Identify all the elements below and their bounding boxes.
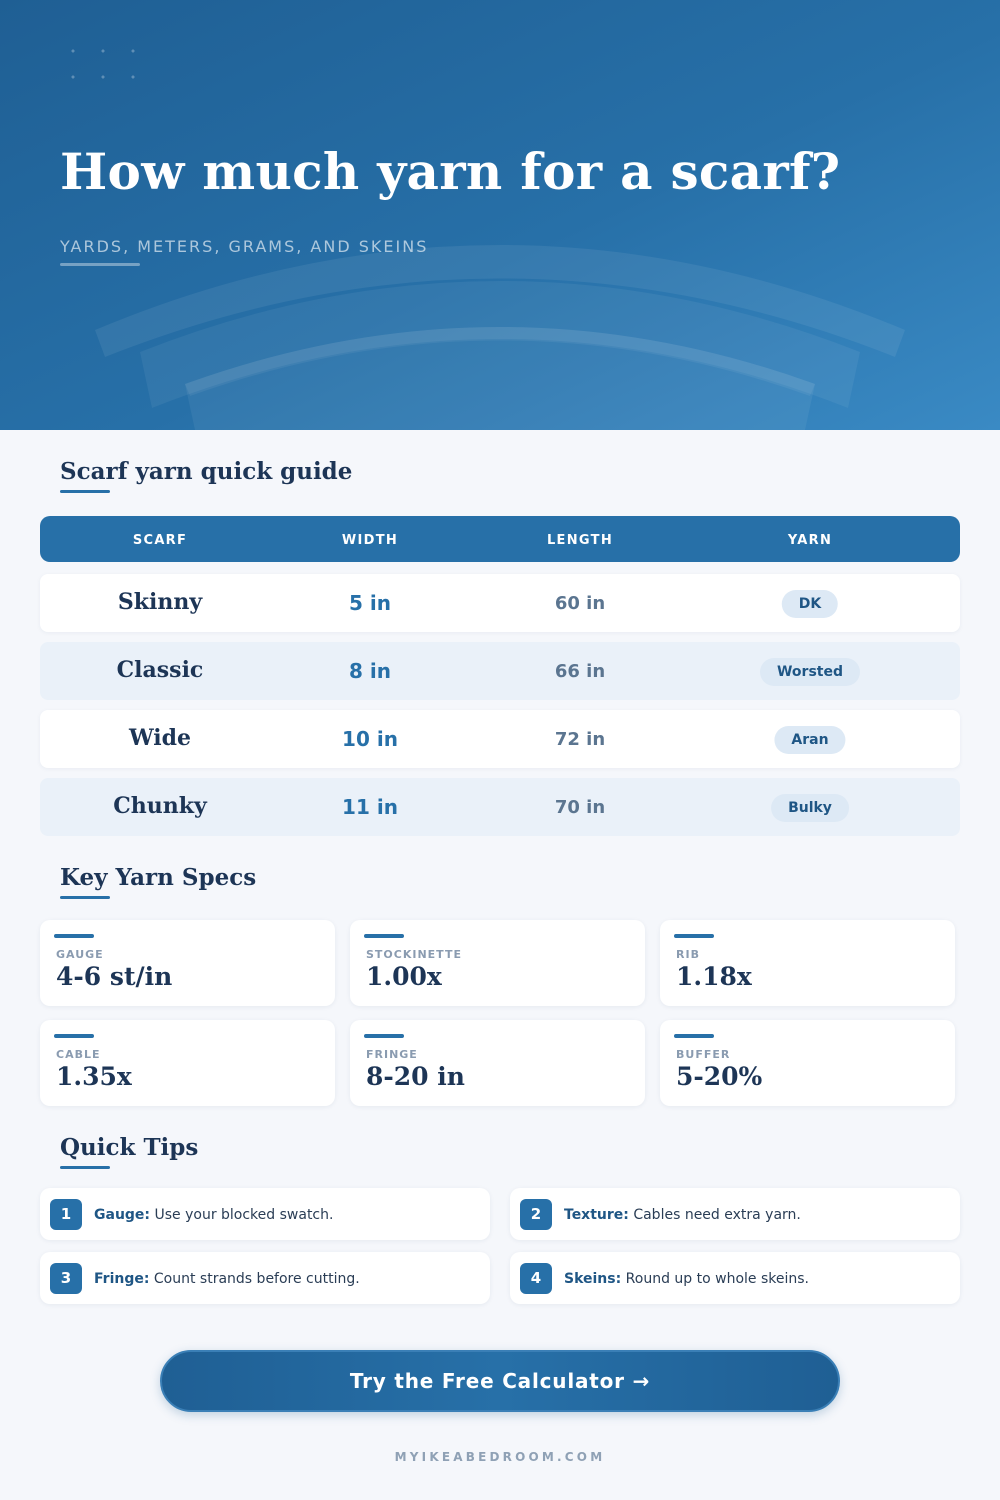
spec-value: 1.35x (56, 1062, 132, 1091)
tip-text (94, 1271, 360, 1287)
spec-card-fringe (350, 1020, 645, 1106)
subtitle-underline (60, 263, 140, 266)
spec-value: 5-20% (676, 1062, 763, 1091)
page-title: How much yarn for a scarf? (60, 142, 841, 201)
column-header-length: LENGTH (546, 533, 614, 548)
page-subtitle: YARDS, METERS, GRAMS, AND SKEINS (60, 237, 429, 256)
scarf-width: 11 in (342, 795, 398, 819)
tips-heading: Quick Tips (60, 1134, 199, 1161)
table-row (40, 710, 960, 768)
scarf-length: 72 in (554, 729, 606, 750)
free-calculator-button[interactable]: Try the Free Calculator → (160, 1350, 840, 1412)
scarf-name: Classic (116, 657, 204, 683)
column-header-scarf: SCARF (132, 533, 188, 548)
scarf-width: 8 in (349, 659, 391, 683)
card-accent (54, 1034, 94, 1038)
spec-label: BUFFER (676, 1048, 731, 1061)
spec-label: RIB (676, 948, 700, 961)
tip-text (564, 1271, 809, 1287)
scarf-width: 5 in (349, 591, 391, 615)
spec-card-buffer (660, 1020, 955, 1106)
decorative-arcs (0, 0, 1000, 430)
tip-item-skeins (510, 1252, 960, 1304)
specs-heading: Key Yarn Specs (60, 864, 257, 891)
table-header (40, 516, 960, 562)
table-row (40, 642, 960, 700)
spec-value: 4-6 st/in (56, 962, 173, 991)
tip-item-texture (510, 1188, 960, 1240)
tip-label: Texture: (564, 1207, 629, 1223)
spec-card-stockinette (350, 920, 645, 1006)
tip-label: Gauge: (94, 1207, 151, 1223)
tip-text (94, 1207, 333, 1223)
yarn-badge: Bulky (771, 794, 849, 822)
table-row (40, 778, 960, 836)
tip-number-badge: 2 (520, 1199, 552, 1230)
card-accent (364, 1034, 404, 1038)
tips-heading-underline (60, 1166, 110, 1169)
tip-body: Use your blocked swatch. (154, 1207, 334, 1223)
yarn-badge: Aran (774, 726, 845, 754)
tip-number-badge: 1 (50, 1199, 82, 1230)
scarf-name: Chunky (113, 793, 207, 819)
scarf-length: 70 in (554, 797, 606, 818)
scarf-name: Wide (128, 725, 192, 751)
card-accent (364, 934, 404, 938)
guide-heading-underline (60, 490, 110, 493)
card-accent (674, 934, 714, 938)
tip-body: Count strands before cutting. (153, 1271, 360, 1287)
spec-label: CABLE (56, 1048, 101, 1061)
column-header-yarn: YARN (787, 533, 833, 548)
guide-heading: Scarf yarn quick guide (60, 458, 353, 485)
spec-label: FRINGE (366, 1048, 418, 1061)
spec-card-cable (40, 1020, 335, 1106)
spec-value: 1.00x (366, 962, 442, 991)
spec-card-rib (660, 920, 955, 1006)
tip-text (564, 1207, 801, 1223)
footer-site-name: MYIKEABEDROOM.COM (394, 1450, 606, 1464)
scarf-width: 10 in (342, 727, 398, 751)
spec-value: 8-20 in (366, 1062, 465, 1091)
yarn-badge: DK (782, 590, 838, 618)
scarf-length: 60 in (554, 593, 606, 614)
scarf-name: Skinny (117, 589, 203, 615)
scarf-length: 66 in (554, 661, 606, 682)
spec-value: 1.18x (676, 962, 752, 991)
tip-item-gauge (40, 1188, 490, 1240)
tip-item-fringe (40, 1252, 490, 1304)
specs-heading-underline (60, 896, 110, 899)
table-row (40, 574, 960, 632)
card-accent (674, 1034, 714, 1038)
spec-card-gauge (40, 920, 335, 1006)
tip-body: Cables need extra yarn. (633, 1207, 801, 1223)
column-header-width: WIDTH (341, 533, 399, 548)
yarn-badge: Worsted (760, 658, 860, 686)
tip-number-badge: 3 (50, 1263, 82, 1294)
tip-body: Round up to whole skeins. (625, 1271, 809, 1287)
tip-label: Fringe: (94, 1271, 150, 1287)
tip-number-badge: 4 (520, 1263, 552, 1294)
hero-banner (0, 0, 1000, 430)
spec-label: STOCKINETTE (366, 948, 462, 961)
spec-label: GAUGE (56, 948, 104, 961)
card-accent (54, 934, 94, 938)
tip-label: Skeins: (564, 1271, 622, 1287)
